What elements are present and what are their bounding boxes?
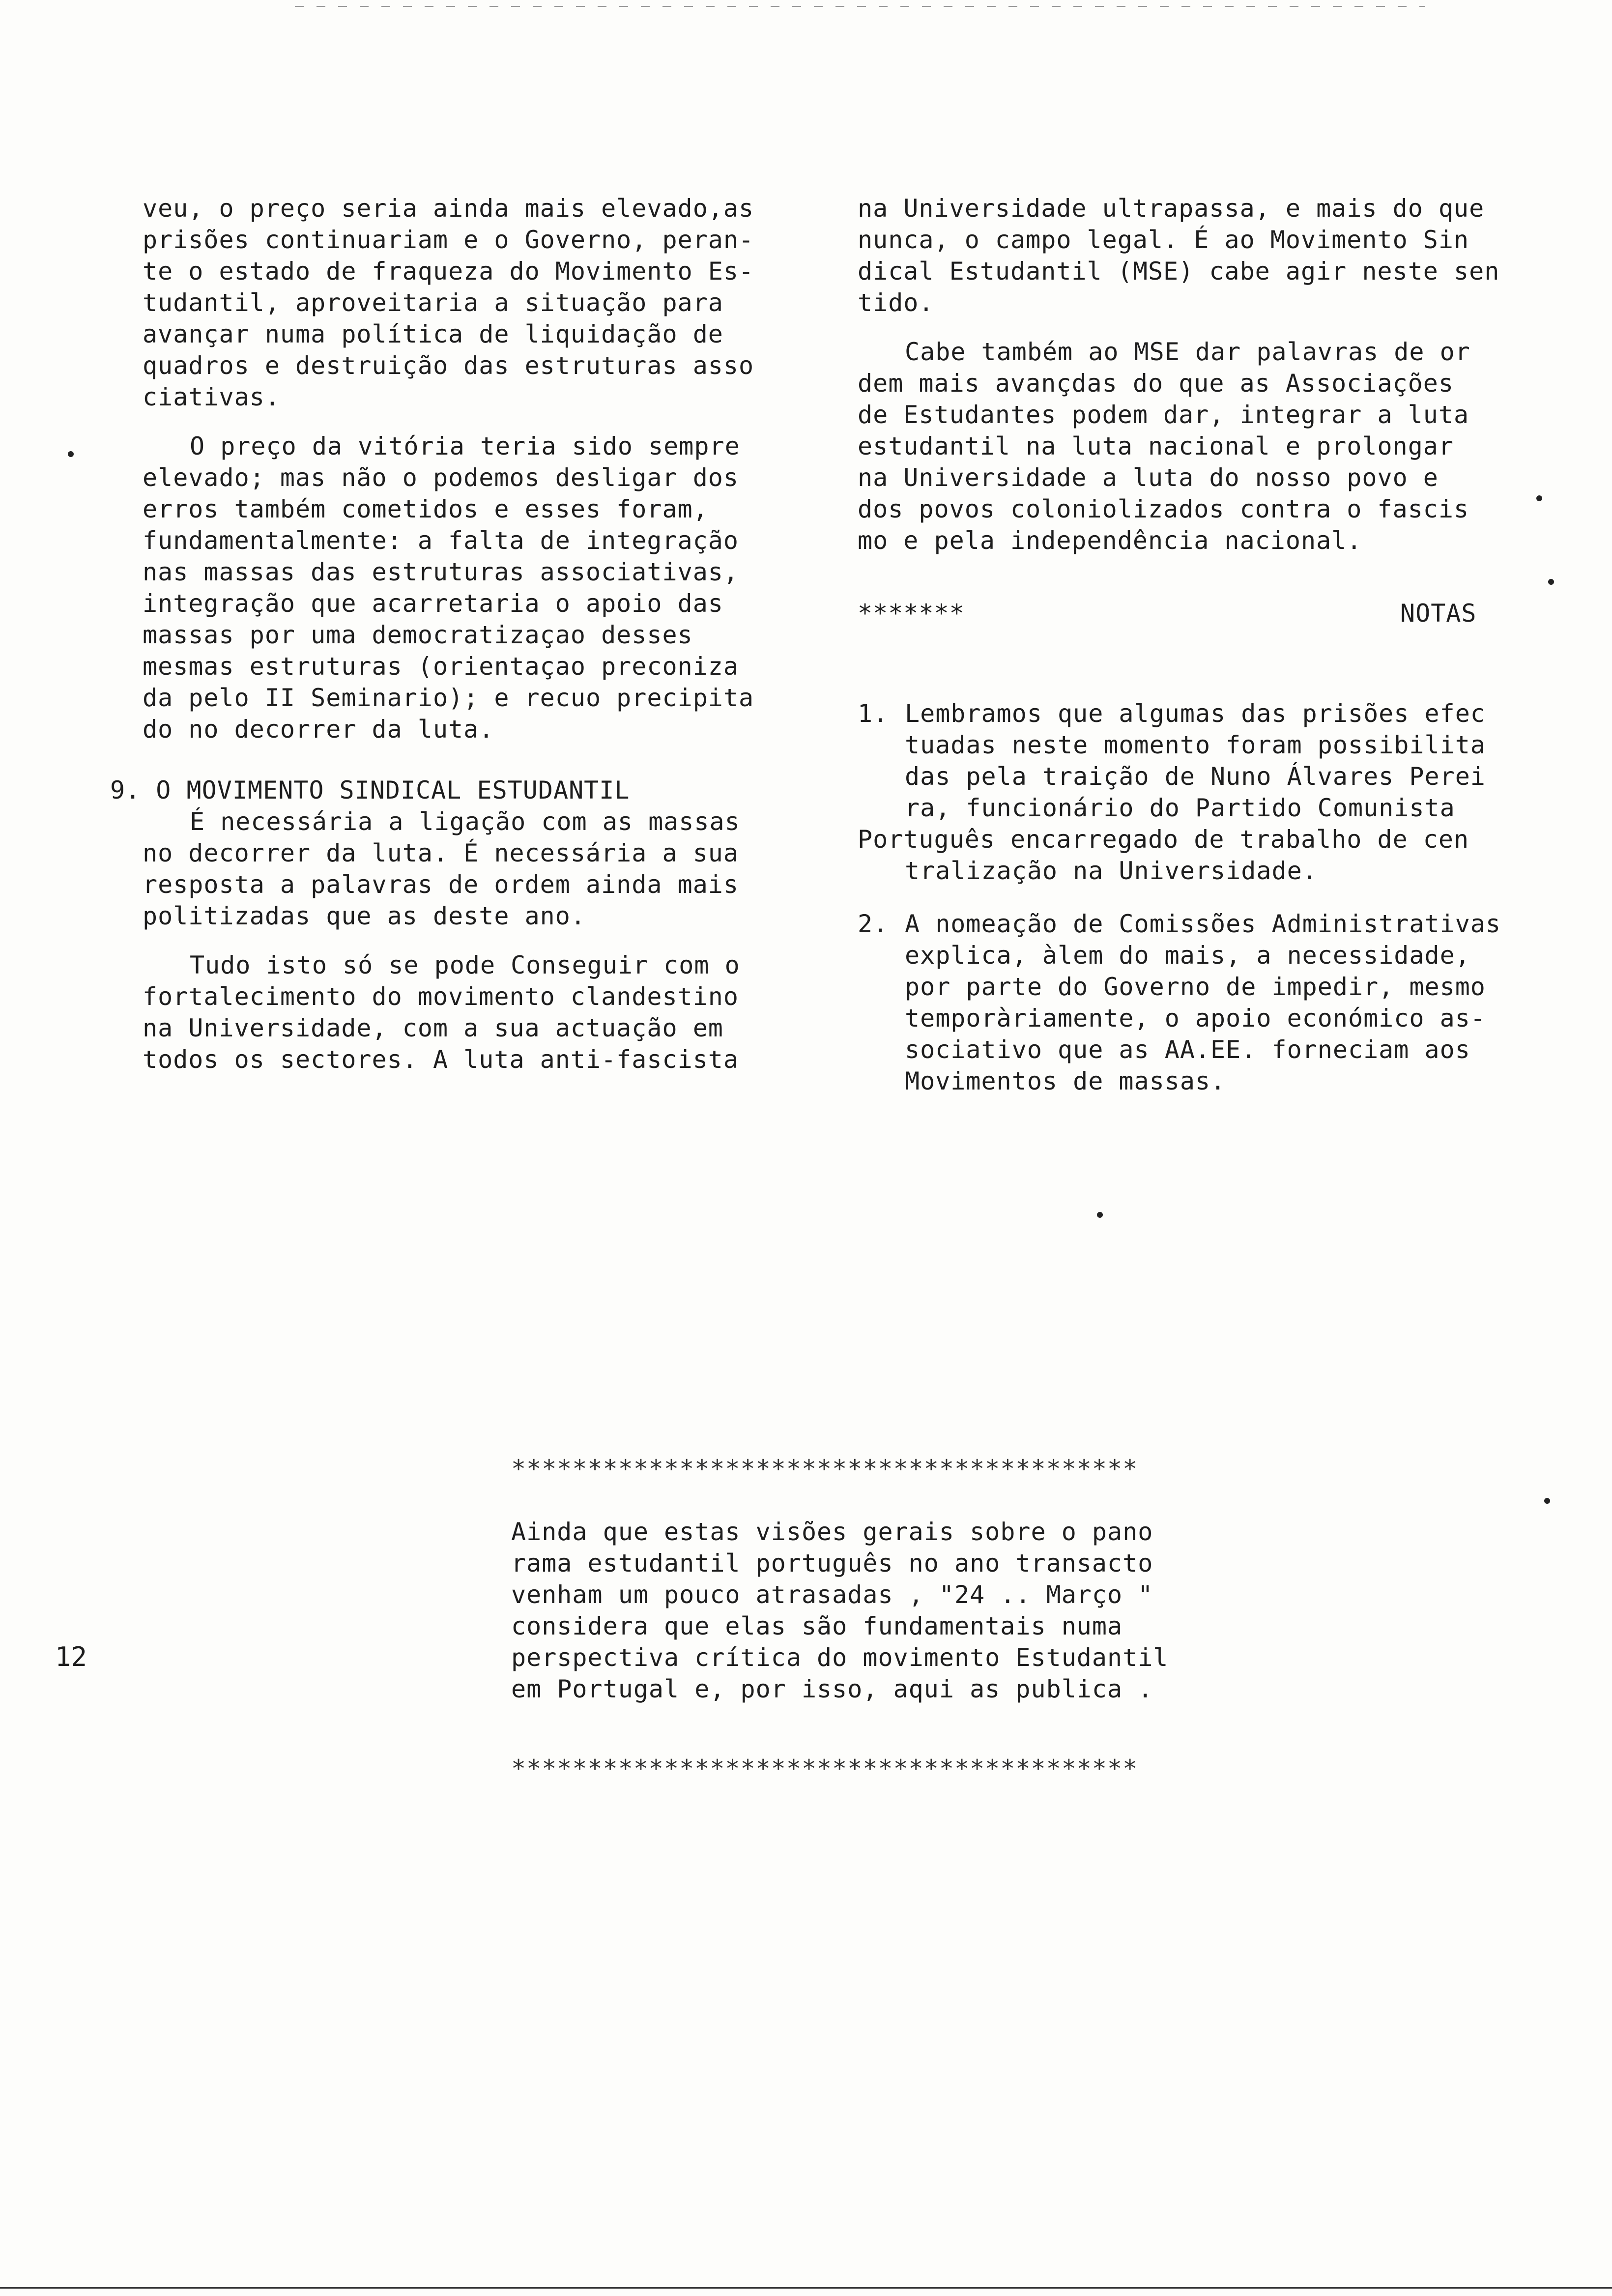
top-edge-marks (295, 6, 1425, 7)
editorial-line: perspectiva crítica do movimento Estudantil (511, 1643, 1169, 1672)
text-line: te o estado de fraqueza do Movimento Es- (143, 257, 754, 286)
left-column (110, 193, 781, 1093)
note-number: 2. (858, 910, 889, 938)
text-line: fundamentalmente: a falta de integração (143, 526, 739, 555)
text-line: mo e pela independência nacional. (858, 526, 1362, 555)
text-line: do no decorrer da luta. (143, 715, 494, 744)
text-line: da pelo II Seminario); e recuo precipita (143, 684, 754, 712)
text-line: quadros e destruição das estruturas asso (143, 351, 754, 380)
note-item (858, 908, 1506, 1097)
paragraph (143, 430, 781, 745)
right-column (858, 193, 1506, 1119)
text-line: mesmas estruturas (orientaçao preconiza (143, 652, 739, 681)
editorial-line: venham um pouco atrasadas , "24 .. Março " (511, 1580, 1153, 1609)
text-line: É necessária a ligação com as massas (190, 807, 740, 836)
note-line: Movimentos de massas. (905, 1067, 1226, 1095)
text-line: tudantil, aproveitaria a situação para (143, 288, 723, 317)
text-line: nunca, o campo legal. É ao Movimento Sin (858, 226, 1469, 254)
scan-speck (1097, 1212, 1103, 1218)
text-line: tido. (858, 288, 934, 317)
text-line: todos os sectores. A luta anti-fascista (143, 1045, 739, 1074)
notes-divider: ******* (858, 599, 965, 628)
text-line: prisões continuariam e o Governo, peran- (143, 226, 754, 254)
text-line: ciativas. (143, 383, 280, 411)
stars-divider-bottom: ***************************************** (511, 1754, 1138, 1783)
note-line: das pela traição de Nuno Álvares Perei (905, 762, 1486, 791)
text-line: resposta a palavras de ordem ainda mais (143, 870, 739, 899)
note-line: Lembramos que algumas das prisões efec (905, 699, 1486, 728)
editorial-note (511, 1516, 1209, 1705)
note-line: tuadas neste momento foram possibilita (905, 731, 1486, 759)
paragraph (143, 193, 781, 413)
notes-list (858, 698, 1506, 1097)
text-line: dem mais avançdas do que as Associações (858, 369, 1454, 398)
notes-title: NOTAS (1400, 599, 1477, 628)
text-line: dos povos coloniolizados contra o fascis (858, 495, 1469, 523)
bottom-edge-line (0, 2287, 1612, 2289)
text-line: massas por uma democratizaçao desses (143, 621, 693, 649)
text-line: integração que acarretaria o apoio das (143, 589, 723, 618)
note-line: explica, àlem do mais, a necessidade, (905, 941, 1470, 970)
text-line: erros também cometidos e esses foram, (143, 495, 708, 523)
stars-divider-top: ***************************************** (511, 1455, 1138, 1483)
note-line: A nomeação de Comissões Administrativas (905, 910, 1501, 938)
page-number: 12 (55, 1641, 87, 1672)
note-line: sociativo que as AA.EE. forneciam aos (905, 1035, 1470, 1064)
note-line: temporàriamente, o apoio económico as- (905, 1004, 1486, 1033)
section-paragraphs (143, 806, 781, 1075)
text-line: Cabe também ao MSE dar palavras de or (905, 338, 1470, 366)
scan-speck (1548, 579, 1554, 585)
text-line: dical Estudantil (MSE) cabe agir neste sen (858, 257, 1500, 286)
text-line: na Universidade, com a sua actuação em (143, 1014, 723, 1042)
text-line: nas massas das estruturas associativas, (143, 558, 739, 586)
text-line: avançar numa política de liquidação de (143, 320, 723, 348)
paragraph (143, 806, 781, 932)
notes-header (858, 598, 1506, 629)
left-paragraphs (143, 193, 781, 745)
note-line: Português encarregado de trabalho de cen (858, 825, 1469, 854)
editorial-line: Ainda que estas visões gerais sobre o pano (511, 1518, 1153, 1546)
scan-speck (68, 451, 74, 457)
paragraph (858, 336, 1506, 556)
text-line: estudantil na luta nacional e prolongar (858, 432, 1454, 460)
editorial-line: em Portugal e, por isso, aqui as publica . (511, 1675, 1153, 1703)
paragraph (858, 193, 1506, 318)
scan-speck (1544, 1498, 1550, 1504)
text-line: na Universidade a luta do nosso povo e (858, 463, 1439, 492)
section-heading: 9. O MOVIMENTO SINDICAL ESTUDANTIL (110, 776, 630, 804)
text-line: Tudo isto só se pode Conseguir com o (190, 951, 740, 979)
note-number: 1. (858, 699, 889, 728)
editorial-line: rama estudantil português no ano transacto (511, 1549, 1153, 1578)
paragraph (143, 949, 781, 1075)
text-line: elevado; mas não o podemos desligar dos (143, 463, 739, 492)
right-paragraphs (858, 193, 1506, 556)
text-line: de Estudantes podem dar, integrar a luta (858, 401, 1469, 429)
text-line: O preço da vitória teria sido sempre (190, 432, 740, 460)
note-line: ra, funcionário do Partido Comunista (905, 794, 1455, 822)
note-item (858, 698, 1506, 887)
text-line: politizadas que as deste ano. (143, 902, 586, 930)
note-line: por parte do Governo de impedir, mesmo (905, 973, 1486, 1001)
note-line: tralização na Universidade. (905, 857, 1318, 885)
text-line: na Universidade ultrapassa, e mais do que (858, 194, 1485, 223)
scan-speck (1536, 495, 1542, 501)
editorial-line: considera que elas são fundamentais numa (511, 1612, 1123, 1640)
text-line: no decorrer da luta. É necessária a sua (143, 839, 739, 867)
text-line: fortalecimento do movimento clandestino (143, 982, 739, 1011)
text-line: veu, o preço seria ainda mais elevado,as (143, 194, 754, 223)
